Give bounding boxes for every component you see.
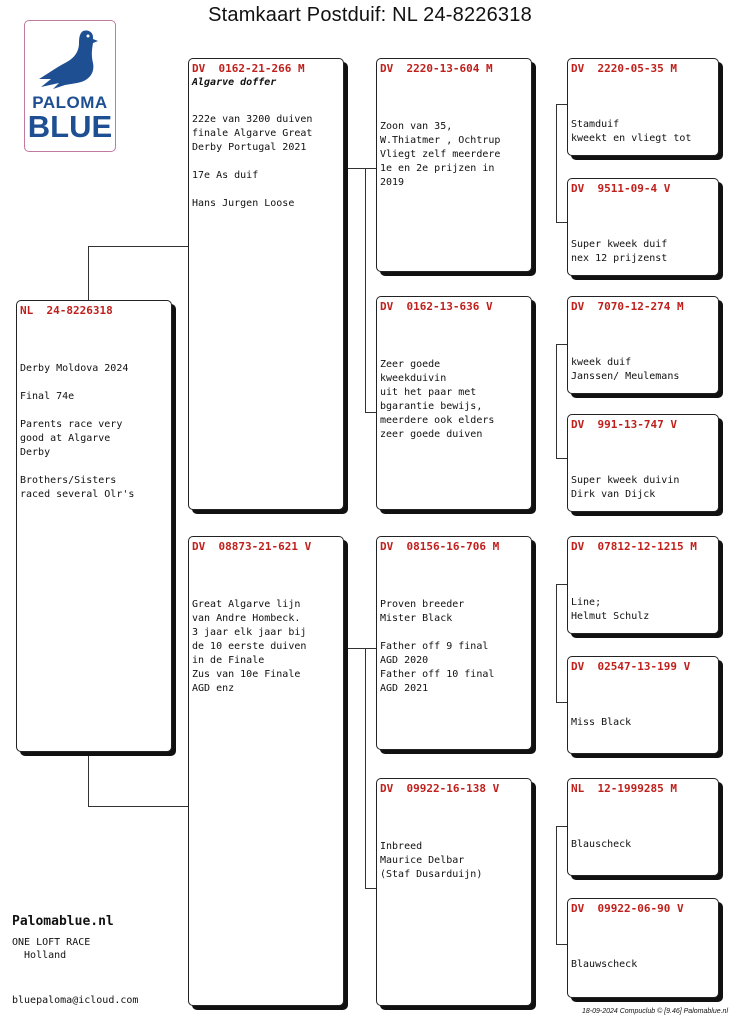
connector-line	[365, 412, 376, 413]
page-title: Stamkaart Postduif: NL 24-8226318	[208, 4, 532, 26]
connector-line	[556, 344, 567, 345]
connector-line	[556, 104, 567, 105]
connector-line	[556, 584, 567, 585]
great-grandparent-notes: Super kweek duif nex 12 prijzenst	[571, 239, 668, 264]
connector-line	[556, 104, 557, 222]
connector-line	[556, 944, 567, 945]
grandparent-notes: Zeer goede kweekduivin uit het paar met bgarantie bewijs, meerdere ook elders zeer goede duiven	[380, 359, 495, 440]
connector-line	[365, 648, 366, 888]
grandparent-ring-number: DV 09922-16-138 V	[380, 782, 500, 795]
father-notes: 222e van 3200 duiven finale Algarve Great Derby Portugal 2021 17e As duif Hans Jurgen Loose	[192, 114, 313, 209]
connector-line	[556, 222, 567, 223]
great-grandparent-notes: kweek duif Janssen/ Meulemans	[571, 357, 680, 382]
father-card[interactable]	[188, 58, 344, 510]
connector-line	[345, 648, 365, 649]
connector-line	[365, 168, 376, 169]
connector-line	[365, 168, 366, 412]
connector-line	[556, 584, 557, 702]
great-grandparent-card[interactable]	[567, 536, 719, 634]
connector-line	[88, 246, 188, 247]
subject-card[interactable]	[16, 300, 172, 752]
great-grandparent-notes: Stamduif kweekt en vliegt tot	[571, 119, 692, 144]
mother-card[interactable]	[188, 536, 344, 1006]
pigeon-icon	[31, 25, 109, 91]
footer-site: Palomablue.nl	[12, 914, 114, 929]
great-grandparent-ring-number: DV 7070-12-274 M	[571, 300, 684, 313]
great-grandparent-ring-number: DV 07812-12-1215 M	[571, 540, 697, 553]
father-ring-number: DV 0162-21-266 M	[192, 62, 305, 75]
grandparent-ring-number: DV 0162-13-636 V	[380, 300, 493, 313]
grandparent-notes: Proven breeder Mister Black Father off 9 final AGD 2020 Father off 10 final AGD 2021	[380, 599, 495, 694]
great-grandparent-notes: Blauscheck	[571, 839, 632, 850]
great-grandparent-notes: Blauwscheck	[571, 959, 638, 970]
subject-notes: Derby Moldova 2024 Final 74e Parents race very good at Algarve Derby Brothers/Sisters raced several Olr's	[20, 363, 135, 500]
connector-line	[88, 806, 188, 807]
footer-print-info: 18-09-2024 Compuclub © [9.46] Palomablue.nl	[581, 1008, 728, 1015]
great-grandparent-card[interactable]	[567, 414, 719, 512]
logo-line2: BLUE	[27, 109, 113, 144]
great-grandparent-notes: Miss Black	[571, 717, 632, 728]
paloma-blue-logo	[24, 20, 116, 152]
connector-line	[365, 648, 376, 649]
grandparent-notes: Inbreed Maurice Delbar (Staf Dusarduijn)	[380, 841, 483, 880]
grandparent-card[interactable]	[376, 778, 532, 1006]
grandparent-ring-number: DV 08156-16-706 M	[380, 540, 500, 553]
connector-line	[365, 888, 376, 889]
mother-notes: Great Algarve lijn van Andre Hombeck. 3 jaar elk jaar bij de 10 eerste duiven in de Finale Zus van 10e Finale AGD enz	[192, 599, 307, 694]
grandparent-card[interactable]	[376, 536, 532, 750]
great-grandparent-card[interactable]	[567, 656, 719, 754]
grandparent-ring-number: DV 2220-13-604 M	[380, 62, 493, 75]
great-grandparent-ring-number: DV 09922-06-90 V	[571, 902, 684, 915]
great-grandparent-notes: Line; Helmut Schulz	[571, 597, 650, 622]
connector-line	[556, 458, 567, 459]
great-grandparent-card[interactable]	[567, 58, 719, 156]
grandparent-card[interactable]	[376, 58, 532, 272]
great-grandparent-ring-number: DV 2220-05-35 M	[571, 62, 677, 75]
great-grandparent-ring-number: DV 02547-13-199 V	[571, 660, 691, 673]
logo-line1: PALOMA	[32, 93, 108, 112]
footer-org: ONE LOFT RACE Holland	[12, 937, 91, 961]
connector-line	[88, 246, 89, 300]
great-grandparent-card[interactable]	[567, 296, 719, 394]
great-grandparent-card[interactable]	[567, 178, 719, 276]
great-grandparent-ring-number: DV 991-13-747 V	[571, 418, 677, 431]
connector-line	[345, 168, 365, 169]
great-grandparent-card[interactable]	[567, 778, 719, 876]
subject-ring-number: NL 24-8226318	[20, 304, 113, 317]
great-grandparent-ring-number: NL 12-1999285 M	[571, 782, 677, 795]
connector-line	[88, 752, 89, 806]
connector-line	[556, 344, 557, 458]
connector-line	[556, 826, 567, 827]
father-name: Algarve doffer	[192, 77, 277, 88]
grandparent-notes: Zoon van 35, W.Thiatmer , Ochtrup Vliegt zelf meerdere 1e en 2e prijzen in 2019	[380, 121, 501, 188]
great-grandparent-ring-number: DV 9511-09-4 V	[571, 182, 671, 195]
connector-line	[556, 702, 567, 703]
great-grandparent-notes: Super kweek duivin Dirk van Dijck	[571, 475, 680, 500]
connector-line	[556, 826, 557, 944]
mother-ring-number: DV 08873-21-621 V	[192, 540, 312, 553]
grandparent-card[interactable]	[376, 296, 532, 510]
footer-email: bluepaloma@icloud.com	[12, 995, 139, 1006]
great-grandparent-card[interactable]	[567, 898, 719, 998]
